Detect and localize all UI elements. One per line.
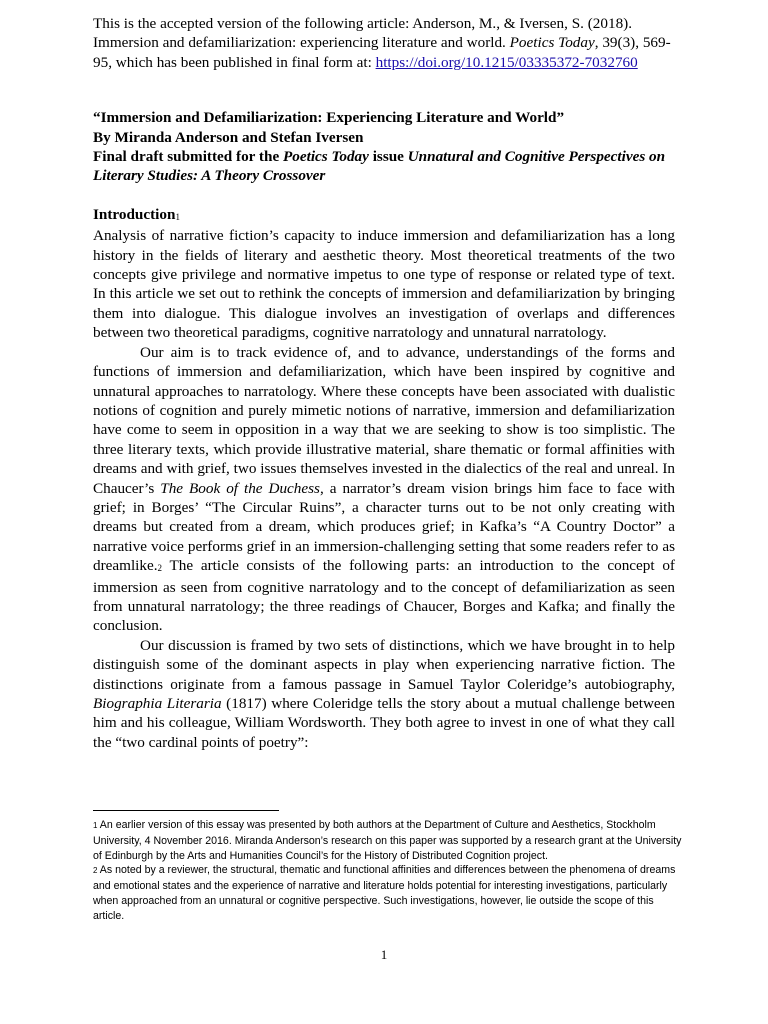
footnote-text: An earlier version of this essay was presented by both authors at the Department of Culture and Aesthetics, Stockholm University, 4 November 2016. Miranda Anderson’s research on this paper was supported by a research grant at the University of Edinburgh by the Arts and Humanities Council’s for the History of Distributed Cognition project.: [93, 819, 682, 862]
book-title: Biographia Literaria: [93, 695, 222, 712]
book-title: The Book of the Duchess: [160, 479, 320, 497]
paragraph-3-text: Our discussion is framed by two sets of distinctions, which we have brought in to help distinguish some of the dominant aspects in play when experiencing narrative fiction. The distinctions originate from a famous passage in Samuel Taylor Coleridge’s autobiography,: [93, 636, 675, 693]
draft-note: [93, 147, 675, 186]
paragraph-2-text: Our aim is to track evidence of, and to advance, understandings of the forms and functions of immersion and defamiliarization, which have been inspired by cognitive and unnatural approaches to narratology. Where these concepts have been associated with dualistic notions of cognition and purely mimetic notions of narrative, immersion and defamiliarization have come to seem in opposition in a way that we are seeking to show is too simplistic. The three literary texts, which provide illustrative material, share thematic or formal affinities with dreams and with grief, two issues themselves invested in the dialectics of the real and unreal. In Chaucer’s: [93, 343, 675, 497]
page-number: 1: [380, 947, 388, 962]
section-heading-text: Introduction: [93, 205, 176, 223]
notice-journal: Poetics Today: [509, 34, 595, 52]
paragraph-3-text-cont: (1817) where Coleridge tells the story about a mutual challenge between him and his colleague, William Wordsworth. They both agree to invest in one of what they call the “two cardinal points of poetry”:: [93, 695, 675, 751]
draft-note-text: Final draft submitted for the: [93, 148, 283, 166]
document-page: [93, 14, 675, 752]
footnote-ref-1[interactable]: 1: [175, 211, 180, 222]
footnote-separator: [93, 810, 279, 811]
draft-journal: Poetics Today: [282, 148, 369, 166]
draft-issue-title: Unnatural and Cognitive Perspectives on Literary Studies: A Theory Crossover: [93, 148, 666, 185]
paragraph-2: [93, 343, 675, 636]
paragraph-2-text-end: The article consists of the following parts: an introduction to the concept of immersion as seen from cognitive narratology and to the concept of defamiliarization as seen from unnatural narratology; the three readings of Chaucer, Borges and Kafka; and finally the conclusion.: [93, 557, 675, 635]
footnote-text: As noted by a reviewer, the structural, thematic and functional affinities and differences between the phenomena of dreams and emotional states and the experience of narrative and literature holds potential for interesting investigations, particularly when approached from an unnatural or cognitive perspective. Such investigations, however, lie outside the scope of this article.: [93, 864, 676, 922]
section-heading: [93, 205, 675, 226]
footnote-1: [93, 818, 683, 863]
notice-text-cont: , 39(3), 569-95, which has been published in final form at:: [93, 34, 671, 71]
article-authors: By Miranda Anderson and Stefan Iversen: [93, 128, 364, 146]
paragraph-2-text-cont: , a narrator’s dream vision brings him face to face with grief; in Borges’ “The Circular Ruins”, a character turns out to be not only creating with dreams but created from a dream, which produces grief; in Kafka’s “A Country Doctor” a narrative voice performs grief in an immersion-challenging setting that some readers refer to as dreamlike.: [93, 479, 676, 575]
title-block: [93, 108, 675, 186]
footnote-2: [93, 863, 683, 923]
footnote-number: 2: [93, 866, 98, 876]
paragraph-3: [93, 636, 675, 752]
paragraph-1: Analysis of narrative fiction’s capacity to induce immersion and defamiliarization has a long history in the fields of literary and aesthetic theory. Most theoretical treatments of the two concepts give privilege and normative impetus to one type of response or related type of text. In this article we set out to rethink the concepts of immersion and defamiliarization by bringing them into dialogue. This dialogue involves an investigation of overlaps and differences between two theoretical paradigms, cognitive narratology and unnatural narratology.: [93, 227, 675, 342]
doi-link[interactable]: https://doi.org/10.1215/03335372-7032760: [375, 53, 638, 71]
article-title: “Immersion and Defamiliarization: Experiencing Literature and World”: [93, 109, 565, 127]
notice-text: This is the accepted version of the following article: Anderson, M., & Iversen, S. (2018). Immersion and defamiliarization: experiencing literature and world.: [93, 15, 633, 52]
accepted-version-notice: [93, 14, 675, 72]
body-text: [93, 226, 675, 752]
footnote-number: 1: [93, 821, 98, 830]
draft-note-mid: issue: [368, 148, 408, 166]
footnotes: [93, 818, 683, 924]
footnote-ref-2[interactable]: 2: [157, 563, 163, 574]
